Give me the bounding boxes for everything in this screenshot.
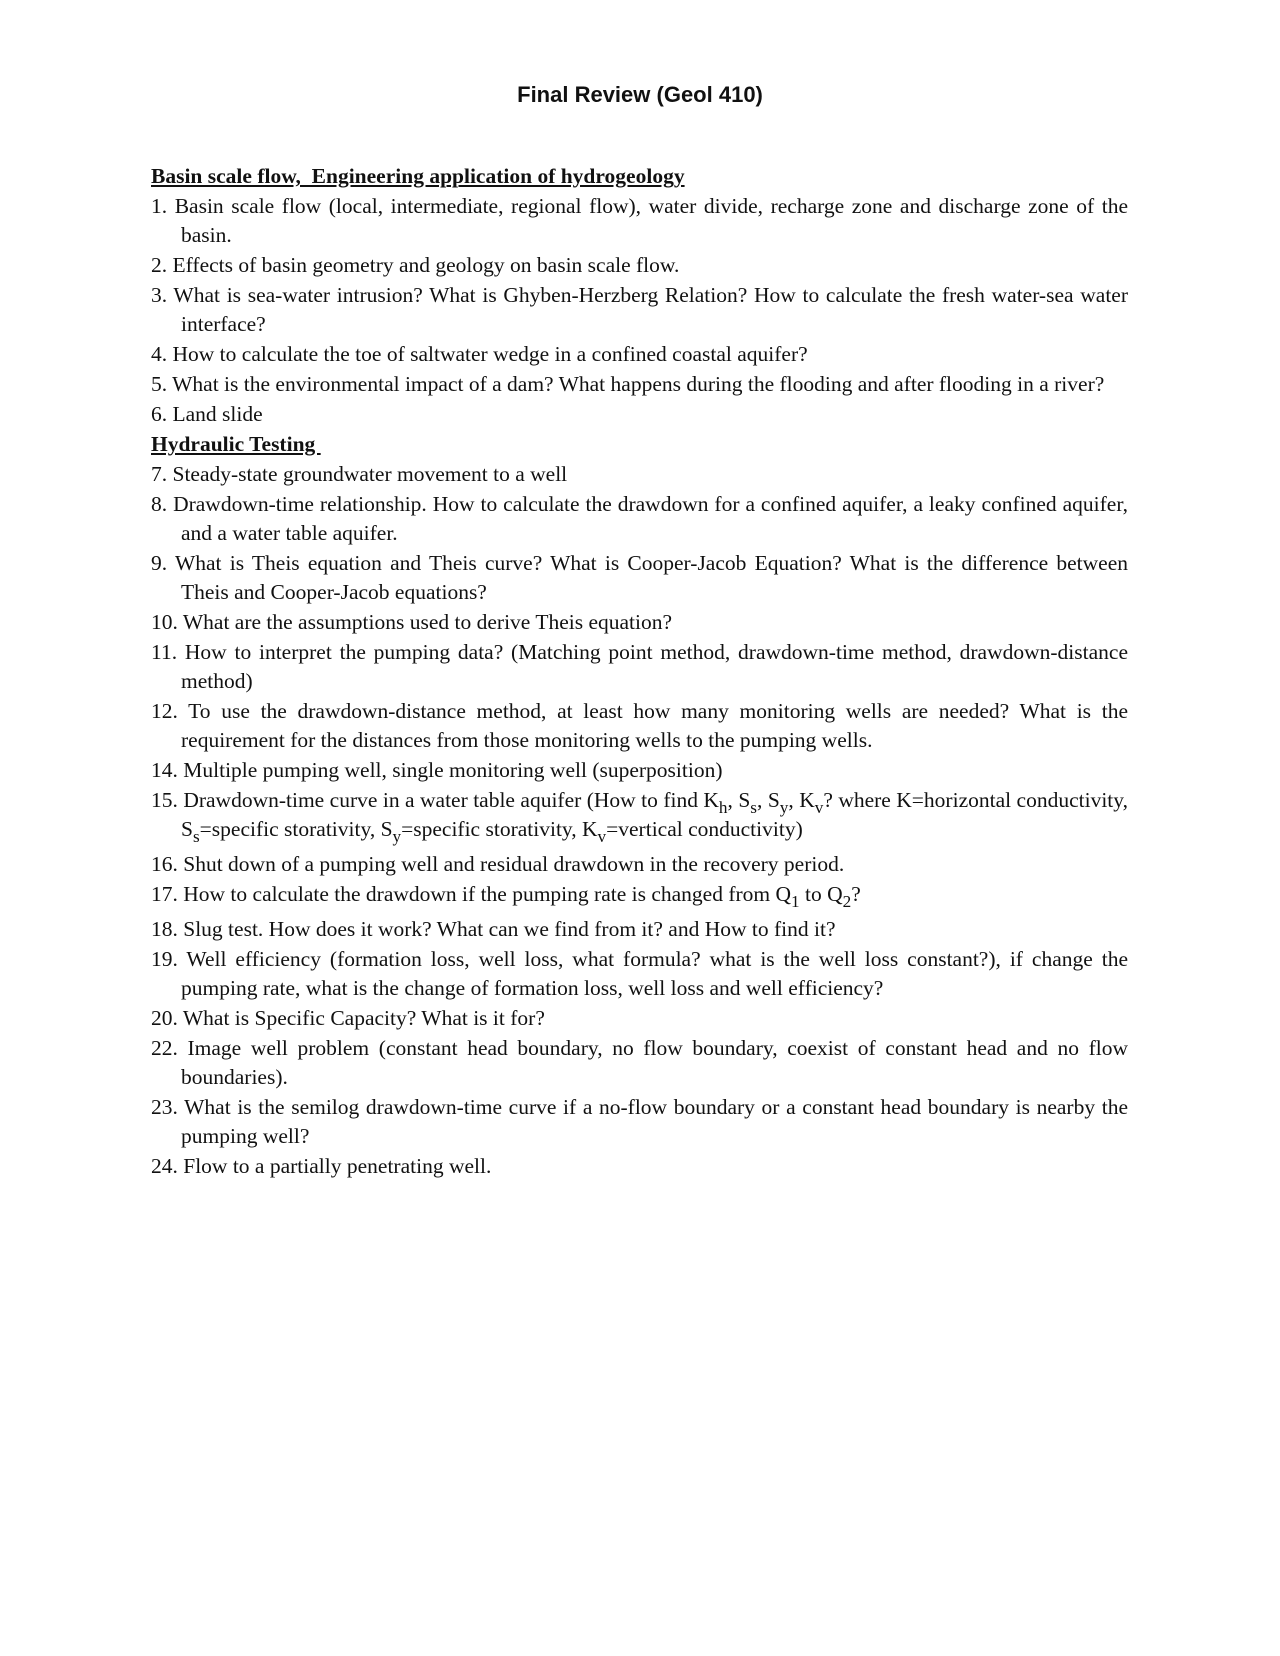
list-item: 23. What is the semilog drawdown-time curve if a no-flow boundary or a constant head boundary is nearby the pumping well? <box>151 1095 1128 1148</box>
subscript: v <box>597 827 607 847</box>
list-item: 2. Effects of basin geometry and geology on basin scale flow. <box>151 253 680 277</box>
list-item: 7. Steady-state groundwater movement to a well <box>151 462 568 486</box>
section-heading-hydraulic-testing: Hydraulic Testing <box>151 432 321 456</box>
text-run: =specific storativity, K <box>401 817 598 841</box>
text-run: ? where K=horizontal conductivity, S <box>181 788 1128 841</box>
subscript: 1 <box>791 892 800 912</box>
list-item: 19. Well efficiency (formation loss, well loss, what formula? what is the well loss constant?), if change the pumping rate, what is the change of formation loss, well loss and well efficiency? <box>151 947 1128 1000</box>
page-title: Final Review (Geol 410) <box>517 82 763 107</box>
text-run: ? <box>851 882 861 906</box>
text-run: =vertical conductivity) <box>606 817 803 841</box>
section-heading-basin-flow: Basin scale flow, Engineering application of hydrogeology <box>151 164 685 188</box>
list-item-17 <box>151 880 1128 912</box>
list-item: 10. What are the assumptions used to derive Theis equation? <box>151 610 673 634</box>
list-item: 18. Slug test. How does it work? What can we find from it? and How to find it? <box>151 917 836 941</box>
subscript: v <box>814 798 824 818</box>
list-item: 3. What is sea-water intrusion? What is Ghyben-Herzberg Relation? How to calculate the fresh water-sea water interface? <box>151 283 1128 336</box>
text-run: , K <box>788 788 815 812</box>
list-item: 5. What is the environmental impact of a dam? What happens during the flooding and after flooding in a river? <box>151 372 1105 396</box>
list-item: 20. What is Specific Capacity? What is it for? <box>151 1006 545 1030</box>
list-item: 16. Shut down of a pumping well and residual drawdown in the recovery period. <box>151 852 845 876</box>
list-item: 24. Flow to a partially penetrating well. <box>151 1154 492 1178</box>
text-run: =specific storativity, S <box>199 817 393 841</box>
subscript: s <box>192 827 200 847</box>
list-item: 4. How to calculate the toe of saltwater wedge in a confined coastal aquifer? <box>151 342 808 366</box>
list-item: 14. Multiple pumping well, single monitoring well (superposition) <box>151 758 723 782</box>
text-run: 15. Drawdown-time curve in a water table aquifer (How to find K <box>151 788 719 812</box>
text-run: 17. How to calculate the drawdown if the pumping rate is changed from Q <box>151 882 792 906</box>
text-run: , S <box>757 788 780 812</box>
text-run: , S <box>727 788 751 812</box>
list-item: 12. To use the drawdown-distance method, at least how many monitoring wells are needed? What is the requirement for the distances from those monitoring wells to the pumping wells. <box>151 699 1128 752</box>
list-item: 9. What is Theis equation and Theis curve? What is Cooper-Jacob Equation? What is the difference between Theis and Cooper-Jacob equations? <box>151 551 1128 604</box>
list-item: 11. How to interpret the pumping data? (Matching point method, drawdown-time method, drawdown-distance method) <box>151 640 1128 693</box>
subscript: s <box>750 798 757 818</box>
list-item: 6. Land slide <box>151 402 263 426</box>
subscript: y <box>779 798 789 818</box>
list-item: 1. Basin scale flow (local, intermediate, regional flow), water divide, recharge zone and discharge zone of the basin. <box>151 194 1128 247</box>
document-body <box>151 162 1128 1182</box>
list-item-15 <box>151 786 1128 847</box>
subscript: y <box>392 827 402 847</box>
subscript: 2 <box>842 892 852 912</box>
list-item: 22. Image well problem (constant head boundary, no flow boundary, coexist of constant head and no flow boundaries). <box>151 1036 1128 1089</box>
subscript: h <box>718 798 728 818</box>
text-run: to Q <box>799 882 843 906</box>
list-item: 8. Drawdown-time relationship. How to calculate the drawdown for a confined aquifer, a leaky confined aquifer, and a water table aquifer. <box>151 492 1128 545</box>
